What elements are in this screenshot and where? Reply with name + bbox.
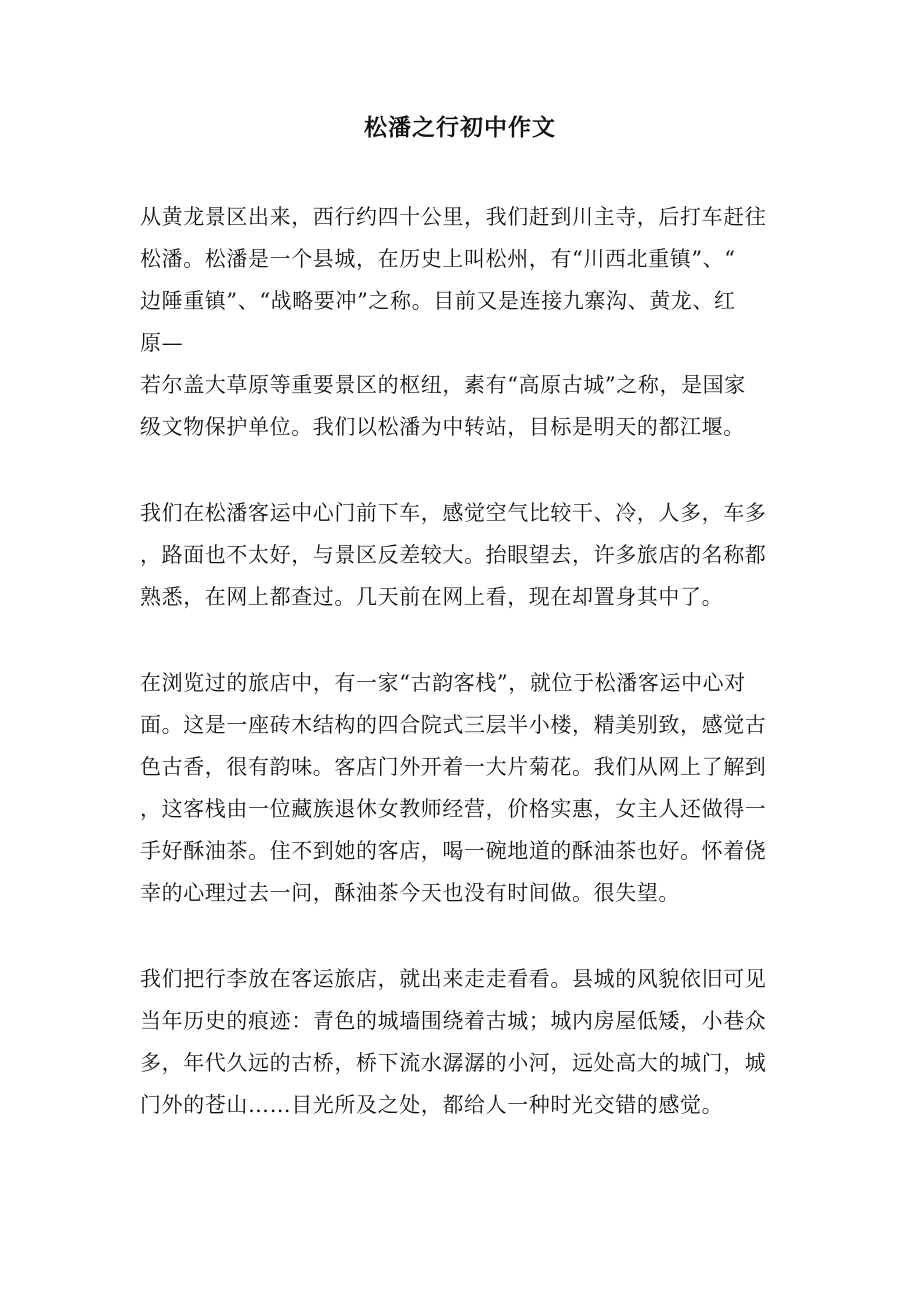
text-line: ，这客栈由一位藏族退休女教师经营，价格实惠，女主人还做得一 [140, 797, 767, 821]
text-line: 我们在松潘客运中心门前下车，感觉空气比较干、冷，人多，车多 [140, 501, 767, 525]
text-line: 当年历史的痕迹：青色的城墙围绕着古城；城内房屋低矮，小巷众 [140, 1009, 767, 1033]
document-title: 松潘之行初中作文 [364, 114, 556, 141]
text-line: 熟悉，在网上都查过。几天前在网上看，现在却置身其中了。 [140, 585, 724, 609]
paragraph-gap [140, 914, 780, 958]
text-line: 在浏览过的旅店中，有一家“古韵客栈”，就位于松潘客运中心对 [140, 671, 746, 695]
paragraph-3 [140, 662, 780, 914]
text-line: 手好酥油茶。住不到她的客店，喝一碗地道的酥油茶也好。怀着侥 [140, 839, 767, 863]
text-line: 面。这是一座砖木结构的四合院式三层半小楼，精美别致，感觉古 [140, 713, 767, 737]
text-line: 级文物保护单位。我们以松潘为中转站，目标是明天的都江堰。 [140, 415, 745, 439]
paragraph-1 [140, 196, 780, 448]
text-line: 幸的心理过去一问，酥油茶今天也没有时间做。很失望。 [140, 881, 680, 905]
text-line: 原— [140, 331, 184, 355]
text-line: 色古香，很有韵味。客店门外开着一大片菊花。我们从网上了解到 [140, 755, 767, 779]
text-line: 门外的苍山……目光所及之处，都给人一种时光交错的感觉。 [140, 1093, 724, 1117]
text-line: 若尔盖大草原等重要景区的枢纽，素有“高原古城”之称，是国家 [140, 373, 746, 397]
text-line: 多，年代久远的古桥，桥下流水潺潺的小河，远处高大的城门，城 [140, 1051, 767, 1075]
document-body [140, 196, 780, 1126]
text-line: 松潘。松潘是一个县城，在历史上叫松州，有“川西北重镇”、“ [140, 247, 736, 271]
paragraph-gap [140, 618, 780, 662]
text-line: 我们把行李放在客运旅店，就出来走走看看。县城的风貌依旧可见 [140, 967, 767, 991]
text-line: ，路面也不太好，与景区反差较大。抬眼望去，许多旅店的名称都 [140, 543, 767, 567]
text-line: 边陲重镇”、“战略要冲”之称。目前又是连接九寨沟、黄龙、红 [140, 289, 736, 313]
text-line: 从黄龙景区出来，西行约四十公里，我们赶到川主寺，后打车赶往 [140, 205, 767, 229]
paragraph-2 [140, 492, 780, 618]
paragraph-gap [140, 448, 780, 492]
paragraph-4 [140, 958, 780, 1126]
